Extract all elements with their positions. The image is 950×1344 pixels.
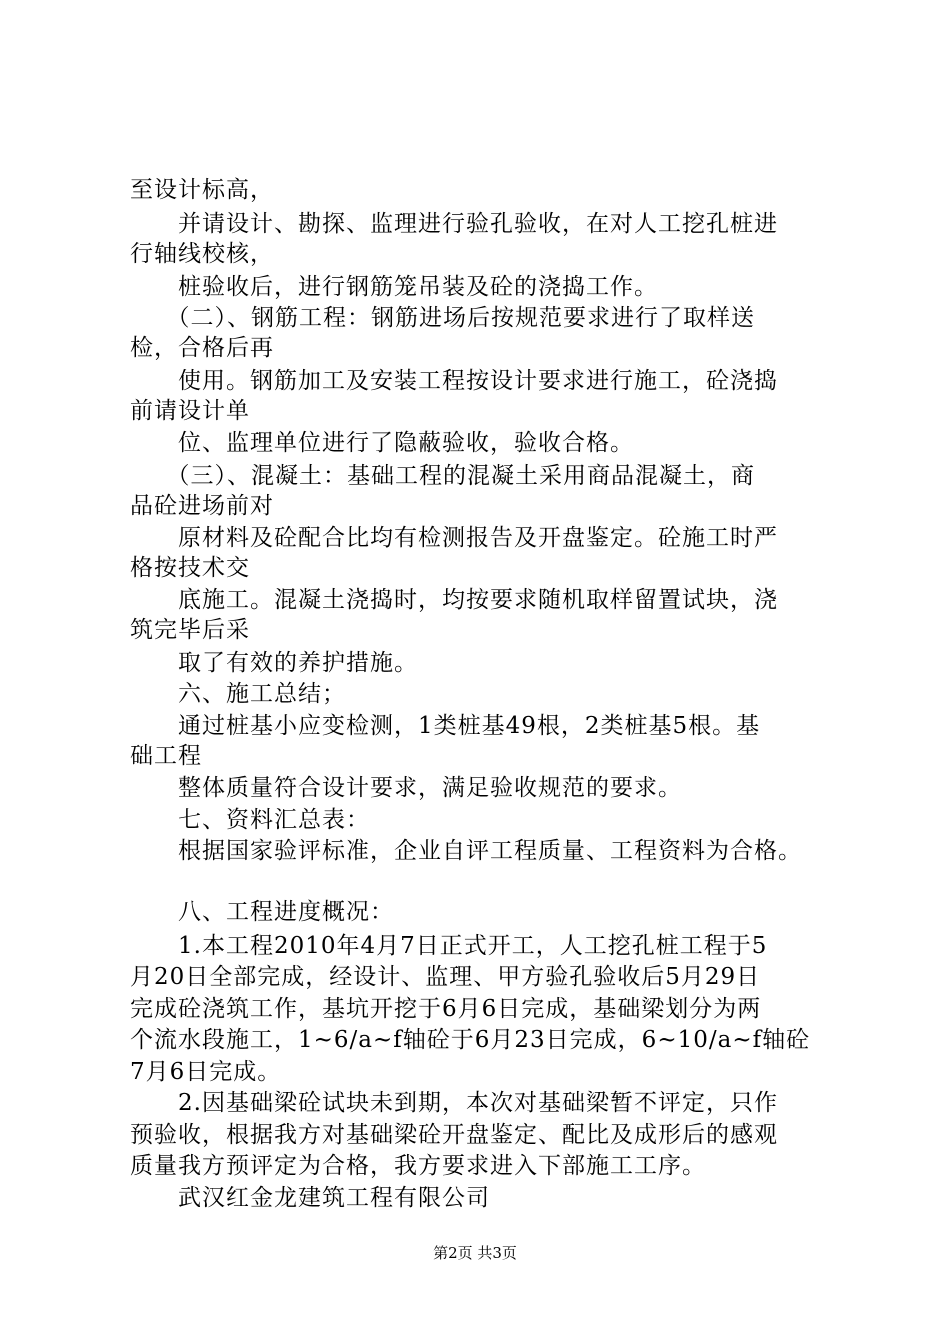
text-line: 根据国家验评标准，企业自评工程质量、工程资料为合格。 <box>130 838 802 864</box>
text-line: 整体质量符合设计要求，满足验收规范的要求。 <box>130 775 682 801</box>
page-number: 第2页 共3页 <box>433 1244 517 1262</box>
text-line: 七、资料汇总表： <box>130 807 370 833</box>
text-line: 八、工程进度概况： <box>130 899 394 925</box>
text-line: （二）、钢筋工程：钢筋进场后按规范要求进行了取样送 <box>130 305 755 331</box>
text-line: 前请设计单 <box>130 398 250 424</box>
text-line: 取了有效的养护措施。 <box>130 650 418 676</box>
text-line: 位、监理单位进行了隐蔽验收，验收合格。 <box>130 430 634 456</box>
text-line: 品砼进场前对 <box>130 493 274 519</box>
text-line: 质量我方预评定为合格，我方要求进入下部施工工序。 <box>130 1153 706 1179</box>
text-line: 1.本工程2010年4月7日正式开工，人工挖孔桩工程于5 <box>130 933 768 959</box>
text-line: 7月6日完成。 <box>130 1059 282 1085</box>
text-line: 预验收，根据我方对基础梁砼开盘鉴定、配比及成形后的感观 <box>130 1122 778 1148</box>
text-line: 格按技术交 <box>130 555 250 581</box>
text-line: 武汉红金龙建筑工程有限公司 <box>130 1185 490 1211</box>
text-line: 个流水段施工，1~6/a~f轴砼于6月23日完成，6~10/a~f轴砼 <box>130 1027 811 1053</box>
text-line: 至设计标高， <box>130 177 274 203</box>
page-footer <box>0 1243 950 1263</box>
text-line: 底施工。混凝土浇捣时，均按要求随机取样留置试块，浇 <box>130 587 778 613</box>
text-line: 使用。钢筋加工及安装工程按设计要求进行施工，砼浇捣 <box>130 368 778 394</box>
text-line: （三）、混凝土：基础工程的混凝土采用商品混凝土，商 <box>130 463 755 489</box>
text-line: 行轴线校核， <box>130 241 274 267</box>
text-line: 通过桩基小应变检测，1类桩基49根，2类桩基5根。基 <box>130 713 761 739</box>
text-line: 原材料及砼配合比均有检测报告及开盘鉴定。砼施工时严 <box>130 525 778 551</box>
text-line: 六、施工总结； <box>130 681 346 707</box>
text-line: 完成砼浇筑工作，基坑开挖于6月6日完成，基础梁划分为两 <box>130 996 762 1022</box>
text-line: 并请设计、勘探、监理进行验孔验收，在对人工挖孔桩进 <box>130 211 778 237</box>
text-line: 检，合格后再 <box>130 335 274 361</box>
text-line: 月20日全部完成，经设计、监理、甲方验孔验收后5月29日 <box>130 964 761 990</box>
text-line: 2.因基础梁砼试块未到期，本次对基础梁暂不评定，只作 <box>130 1090 778 1116</box>
text-line: 桩验收后，进行钢筋笼吊装及砼的浇捣工作。 <box>130 274 658 300</box>
text-line: 础工程 <box>130 743 202 769</box>
text-line: 筑完毕后采 <box>130 617 250 643</box>
